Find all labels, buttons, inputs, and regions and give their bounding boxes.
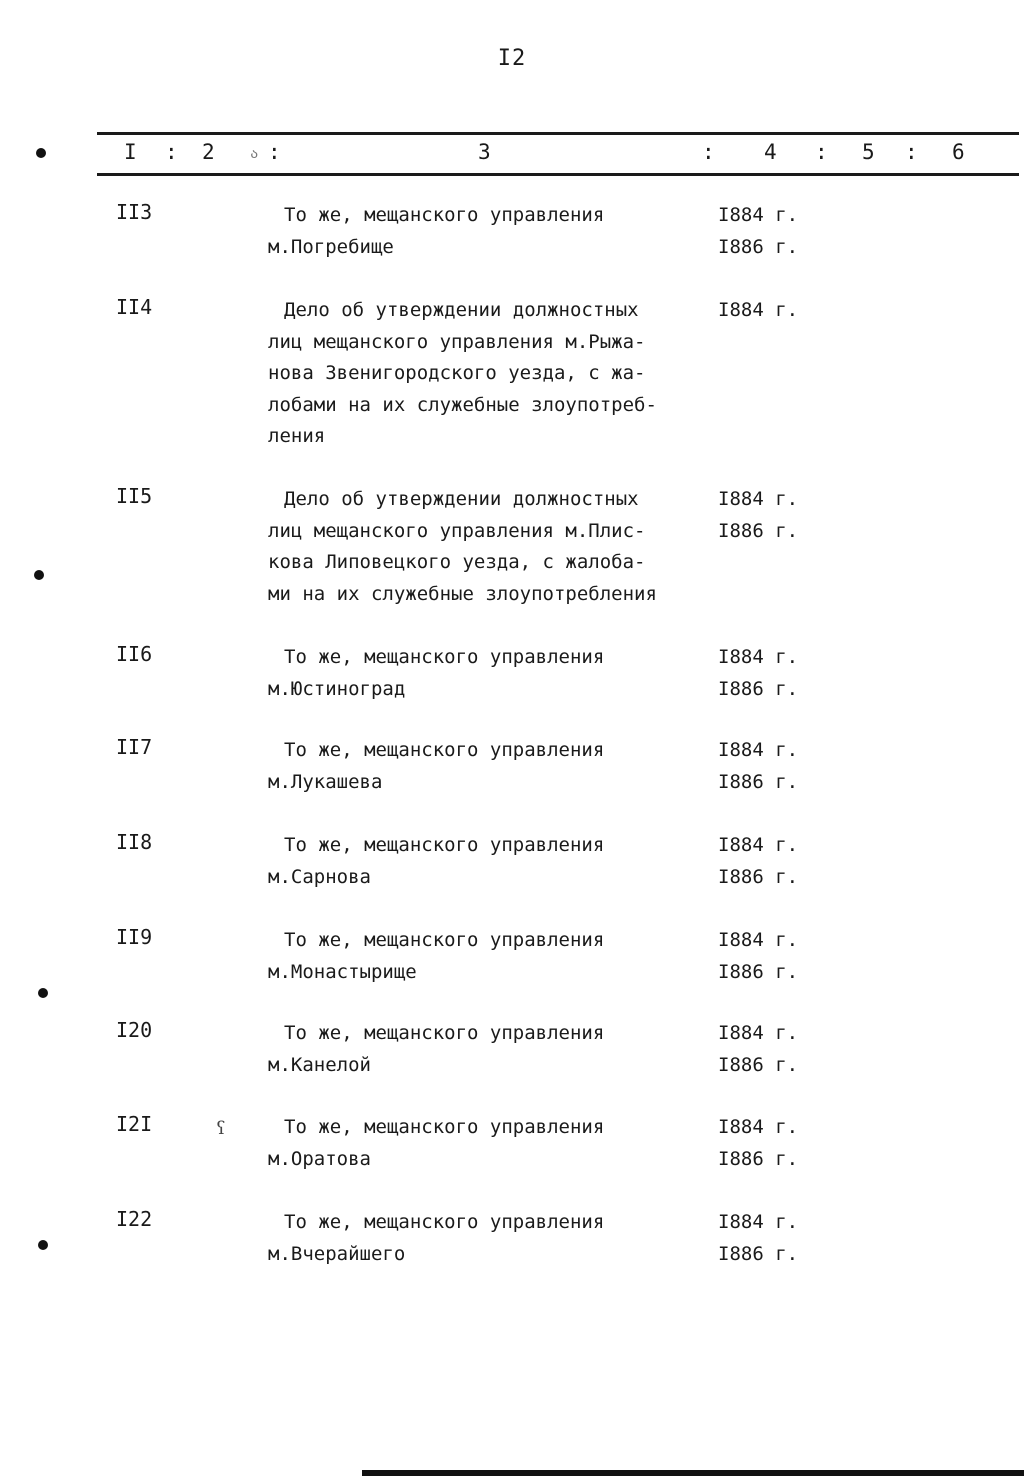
entry-description [268,925,708,988]
entry-number: II3 [116,200,153,224]
column-header-1: I [124,140,137,164]
date-line: I884 г. [718,488,799,510]
entry-number: I20 [116,1018,153,1042]
column-separator: : [268,140,281,164]
description-line: Дело об утверждении должностных [284,299,639,321]
description-line: лобами на их служебные злоупотреб- [268,393,657,416]
description-line: То же, мещанского управления [284,1022,605,1044]
description-line: ми на их служебные злоупотребления [268,582,657,605]
entry-number: II7 [116,735,153,759]
punch-hole [36,148,46,158]
punch-hole [38,1240,48,1250]
date-line: I886 г. [718,960,799,983]
entry-dates [718,1207,798,1270]
date-line: I884 г. [718,739,799,761]
entry-dates [718,735,798,798]
entry-description [268,200,708,263]
table-header [0,140,1024,170]
handwritten-mark: ა [250,146,259,162]
description-line: нова Звенигородского уезда, с жа- [268,362,646,384]
description-line: кова Липовецкого уезда, с жалоба- [268,551,646,573]
column-header-5: 5 [862,140,875,164]
table-header-bottom-rule [97,173,1019,176]
date-line: I886 г. [718,677,799,700]
date-line: I884 г. [718,299,799,321]
entry-number: II5 [116,484,153,508]
date-line: I886 г. [718,865,799,888]
date-line: I886 г. [718,1053,799,1076]
entry-dates [718,1112,798,1175]
entry-number: II6 [116,642,153,666]
column-header-6: 6 [952,140,965,164]
punch-hole [38,988,48,998]
description-line: лиц мещанского управления м.Рыжа- [268,330,646,353]
entry-dates [718,642,798,705]
column-separator: : [165,140,178,164]
column-separator: : [702,140,715,164]
entry-description [268,484,708,610]
column-header-2: 2 [202,140,215,164]
column-header-4: 4 [764,140,777,164]
column-header-3: 3 [478,140,491,164]
page-number: I2 [497,46,527,71]
punch-hole [34,570,44,580]
description-line: То же, мещанского управления [284,1211,605,1233]
description-line: м.Юстиноград [268,677,406,700]
entry-dates [718,925,798,988]
entry-dates [718,1018,798,1081]
description-line: То же, мещанского управления [284,834,605,856]
description-line: м.Сарнова [268,865,371,888]
entry-number: II9 [116,925,153,949]
description-line: м.Лукашева [268,770,383,793]
entry-number: II4 [116,295,153,319]
description-line: м.Канелой [268,1053,371,1076]
description-line: То же, мещанского управления [284,1116,605,1138]
description-line: ления [268,425,326,447]
date-line: I886 г. [718,1147,799,1170]
description-line: То же, мещанского управления [284,739,605,761]
description-line: м.Оратова [268,1147,371,1170]
entry-description [268,830,708,893]
date-line: I884 г. [718,646,799,668]
description-line: То же, мещанского управления [284,646,605,668]
date-line: I884 г. [718,929,799,951]
description-line: м.Монастырище [268,960,417,983]
column-separator: : [815,140,828,164]
description-line: То же, мещанского управления [284,204,605,226]
date-line: I886 г. [718,1242,799,1265]
entry-description [268,1112,708,1175]
date-line: I886 г. [718,519,799,542]
entry-description [268,1018,708,1081]
entry-number: I2I [116,1112,153,1136]
entry-number: I22 [116,1207,153,1231]
date-line: I884 г. [718,204,799,226]
entry-description [268,1207,708,1270]
entry-description [268,642,708,705]
table-header-top-rule [97,132,1019,135]
entry-number: II8 [116,830,153,854]
date-line: I884 г. [718,1211,799,1233]
description-line: м.Вчерайшего [268,1242,406,1265]
description-line: м.Погребище [268,235,394,258]
date-line: I886 г. [718,770,799,793]
entry-dates [718,295,798,327]
column-separator: : [905,140,918,164]
date-line: I884 г. [718,834,799,856]
date-line: I884 г. [718,1022,799,1044]
entry-dates [718,830,798,893]
description-line: лиц мещанского управления м.Плис- [268,519,646,542]
description-line: Дело об утверждении должностных [284,488,639,510]
handwritten-mark: ʕ [216,1118,226,1139]
date-line: I886 г. [718,235,799,258]
entry-dates [718,484,798,547]
date-line: I884 г. [718,1116,799,1138]
description-line: То же, мещанского управления [284,929,605,951]
entry-dates [718,200,798,263]
entry-description [268,735,708,798]
entry-description [268,295,708,453]
scan-edge-shadow [362,1470,1024,1476]
